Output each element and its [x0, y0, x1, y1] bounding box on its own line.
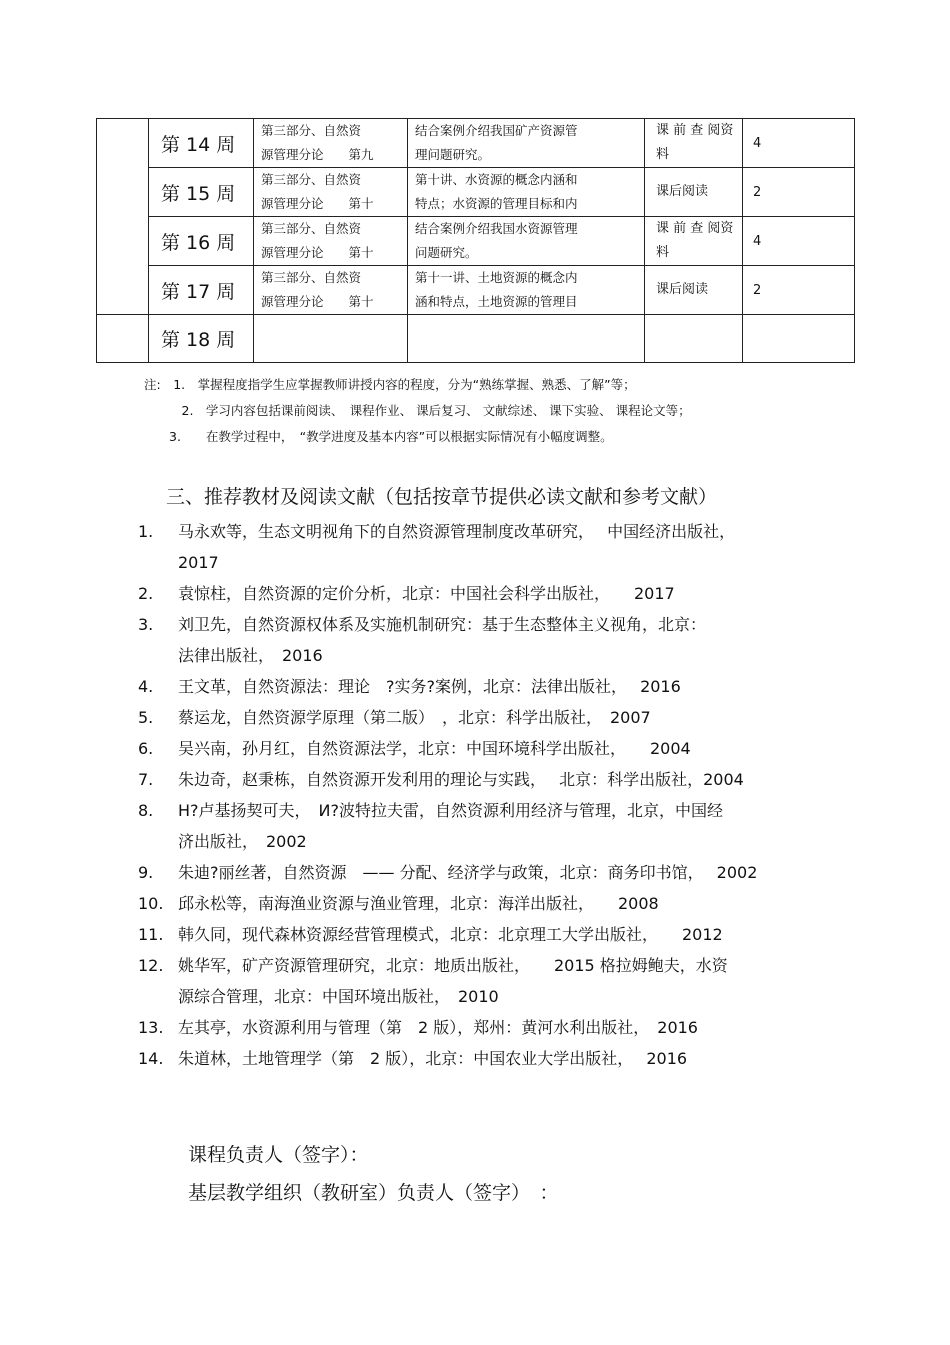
ref-text: 朱道林，土地管理学（第 2 版），北京：中国农业大学出版社， 2016: [178, 1049, 688, 1068]
blank-cell: [97, 217, 149, 266]
ref-text: 刘卫先，自然资源权体系及实施机制研究：基于生态整体主义视角，北京： 法律出版社， 2016: [178, 615, 707, 665]
content-line: 源管理分论 第十: [261, 294, 374, 309]
ref-number: 9.: [138, 863, 154, 882]
detail-line: 问题研究。: [415, 245, 478, 260]
detail-line: 第十讲、水资源的概念内涵和: [415, 172, 578, 187]
check-line: 资料: [656, 221, 734, 260]
content-line: 第三部分、自然资: [261, 221, 362, 236]
detail-line: 结合案例介绍我国矿产资源管: [415, 123, 578, 138]
ref-number: 6.: [138, 739, 154, 758]
week-cell: 第 14 周: [149, 119, 254, 168]
table-row: [97, 119, 855, 168]
hours-cell: 4: [743, 119, 855, 168]
content-line: 源管理分论 第十: [261, 196, 374, 211]
ref-text: 左其亭，水资源利用与管理（第 2 版），郑州：黄河水利出版社， 2016: [178, 1018, 698, 1037]
list-item: [138, 795, 828, 857]
note-line: 注: 1. 掌握程度指学生应掌握教师讲授内容的程度，分为“熟练掌握、熟悉、了解”等；: [144, 377, 636, 392]
content-cell: [254, 168, 408, 217]
ref-text: 蔡运龙，自然资源学原理（第二版） ，北京：科学出版社， 2007: [178, 708, 651, 727]
check-cell: [645, 315, 743, 363]
list-item: [138, 888, 828, 919]
list-item: [138, 733, 828, 764]
ref-number: 5.: [138, 708, 154, 727]
section-title: 三、推荐教材及阅读文献（包括按章节提供必读文献和参考文献）: [166, 486, 718, 508]
blank-cell: [97, 266, 149, 315]
note-line: 3. 在教学过程中， “教学进度及基本内容”可以根据实际情况有小幅度调整。: [144, 429, 613, 444]
check-cell: [645, 217, 743, 266]
hours-cell: 4: [743, 217, 855, 266]
ref-number: 8.: [138, 801, 154, 820]
ref-text: Н?卢基扬契可夫， И?波特拉夫雷，自然资源利用经济与管理，北京，中国经 济出版社， 2002: [178, 801, 723, 851]
ref-text: 朱迪?丽丝著，自然资源 —— 分配、经济学与政策，北京：商务印书馆， 2002: [178, 863, 758, 882]
ref-number: 3.: [138, 615, 154, 634]
blank-cell: [97, 119, 149, 168]
ref-text: 姚华军，矿产资源管理研究，北京：地质出版社， 2015 格拉姆鲍夫，水资 源综合管理，北京：中国环境出版社， 2010: [178, 956, 728, 1006]
week-cell: 第 15 周: [149, 168, 254, 217]
check-cell: [645, 266, 743, 315]
list-item: [138, 764, 828, 795]
ref-number: 1.: [138, 522, 154, 541]
detail-cell: [408, 119, 645, 168]
check-line: 课 前 查 阅: [656, 123, 721, 138]
blank-cell: [97, 168, 149, 217]
detail-cell: [408, 315, 645, 363]
list-item: [138, 857, 828, 888]
list-item: [138, 1012, 828, 1043]
ref-text: 王文革，自然资源法：理论 ?实务?案例，北京：法律出版社， 2016: [178, 677, 681, 696]
blank-cell: [97, 315, 149, 363]
detail-line: 第十一讲、土地资源的概念内: [415, 270, 578, 285]
week-cell: 第 18 周: [149, 315, 254, 363]
content-cell: [254, 315, 408, 363]
ref-number: 7.: [138, 770, 154, 789]
hours-cell: 2: [743, 168, 855, 217]
check-line: 资料: [656, 123, 734, 162]
detail-line: 理问题研究。: [415, 147, 491, 162]
list-item: [138, 578, 828, 609]
ref-number: 2.: [138, 584, 154, 603]
ref-text: 朱边奇，赵秉栋，自然资源开发利用的理论与实践， 北京：科学出版社，2004: [178, 770, 744, 789]
check-cell: [645, 168, 743, 217]
content-cell: [254, 217, 408, 266]
content-line: 源管理分论 第九: [261, 147, 374, 162]
detail-cell: [408, 168, 645, 217]
detail-line: 结合案例介绍我国水资源管理: [415, 221, 578, 236]
list-item: [138, 950, 828, 1012]
content-line: 源管理分论 第十: [261, 245, 374, 260]
week-cell: 第 16 周: [149, 217, 254, 266]
detail-line: 特点；水资源的管理目标和内: [415, 196, 578, 211]
ref-text: 袁惊柱，自然资源的定价分析，北京：中国社会科学出版社， 2017: [178, 584, 675, 603]
detail-cell: [408, 217, 645, 266]
ref-text: 邱永松等，南海渔业资源与渔业管理，北京：海洋出版社， 2008: [178, 894, 659, 913]
table-row: [97, 168, 855, 217]
content-cell: [254, 119, 408, 168]
list-item: [138, 609, 828, 671]
ref-text: 吴兴南，孙月红，自然资源法学，北京：中国环境科学出版社， 2004: [178, 739, 691, 758]
note-line: 2. 学习内容包括课前阅读、 课程作业、 课后复习、 文献综述、 课下实验、 课程论文等；: [144, 403, 691, 418]
check-cell: [645, 119, 743, 168]
ref-number: 10.: [138, 894, 164, 913]
hours-cell: 2: [743, 266, 855, 315]
check-line: 课后阅读: [656, 282, 709, 297]
hours-cell: [743, 315, 855, 363]
table-row: [97, 315, 855, 363]
list-item: [138, 702, 828, 733]
list-item: [138, 671, 828, 702]
ref-number: 14.: [138, 1049, 164, 1068]
ref-number: 11.: [138, 925, 164, 944]
ref-number: 4.: [138, 677, 154, 696]
table-notes: [144, 372, 691, 450]
dept-lead-signature: 基层教学组织（教研室）负责人（签字） ：: [188, 1182, 559, 1204]
week-cell: 第 17 周: [149, 266, 254, 315]
ref-number: 13.: [138, 1018, 164, 1037]
ref-text: 马永欢等，生态文明视角下的自然资源管理制度改革研究， 中国经济出版社， 2017: [178, 522, 736, 572]
list-item: [138, 516, 828, 578]
table-row: [97, 266, 855, 315]
schedule-table: [96, 118, 855, 363]
content-line: 第三部分、自然资: [261, 270, 362, 285]
course-lead-signature: 课程负责人（签字）：: [188, 1144, 369, 1166]
list-item: [138, 1043, 828, 1074]
reference-list: [138, 516, 828, 1074]
detail-cell: [408, 266, 645, 315]
detail-line: 涵和特点，土地资源的管理目: [415, 294, 578, 309]
ref-number: 12.: [138, 956, 164, 975]
list-item: [138, 919, 828, 950]
ref-text: 韩久同，现代森林资源经营管理模式，北京：北京理工大学出版社， 2012: [178, 925, 723, 944]
content-cell: [254, 266, 408, 315]
table-row: [97, 217, 855, 266]
content-line: 第三部分、自然资: [261, 123, 362, 138]
check-line: 课后阅读: [656, 184, 709, 199]
content-line: 第三部分、自然资: [261, 172, 362, 187]
check-line: 课 前 查 阅: [656, 221, 721, 236]
